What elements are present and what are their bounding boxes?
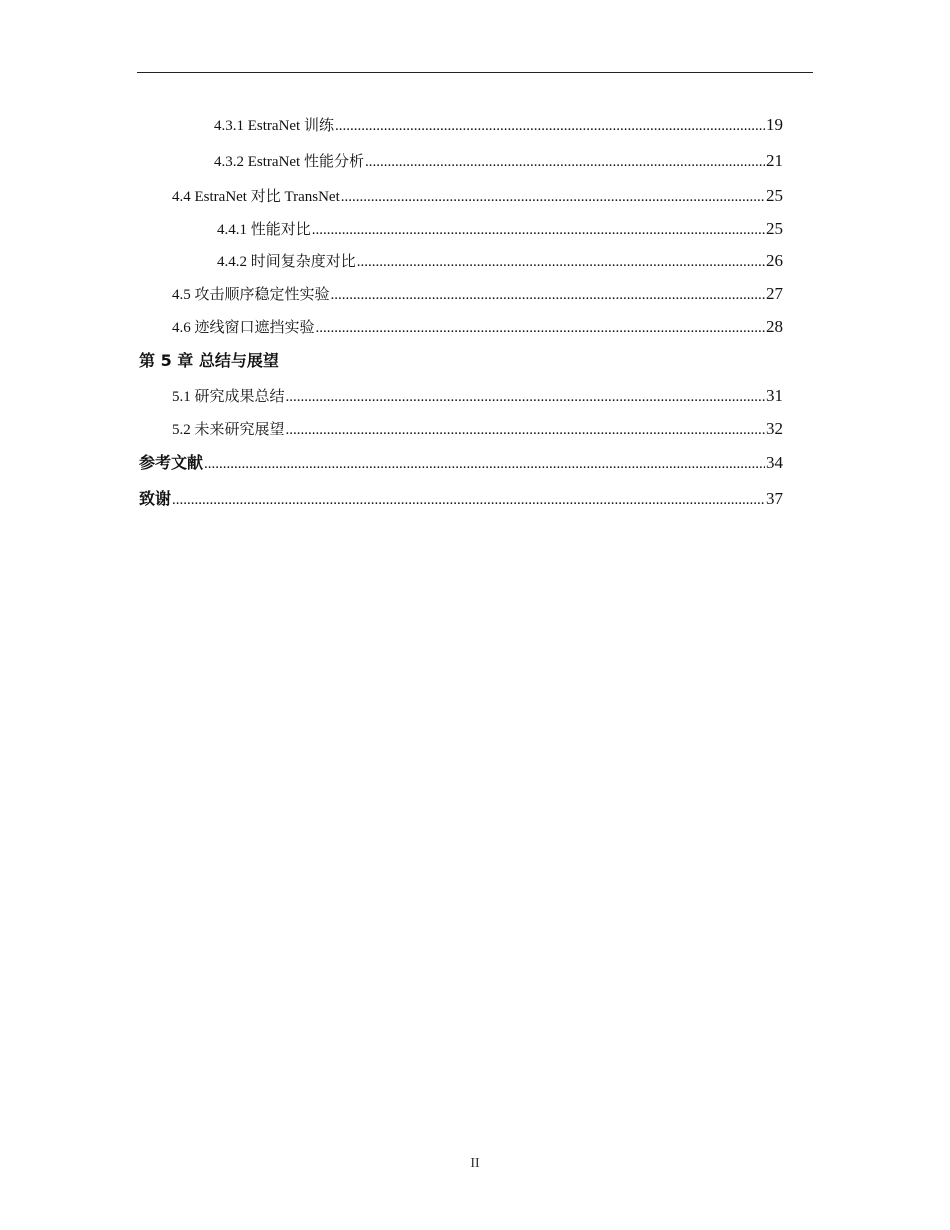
toc-leader-dots	[316, 318, 765, 338]
toc-entry-label: 5.2 未来研究展望	[172, 422, 285, 438]
toc-leader-dots	[365, 152, 765, 172]
toc-entry-page: 37	[766, 489, 783, 508]
toc-entry-page: 28	[766, 317, 783, 336]
toc-entry-page: 25	[766, 186, 783, 205]
toc-entry-label: 4.3.1 EstraNet 训练	[214, 118, 334, 134]
toc-leader-dots	[341, 187, 765, 207]
toc-entry-5-2[interactable]	[172, 419, 783, 440]
toc-chapter-5-heading[interactable]: 第 5 章 总结与展望	[139, 351, 279, 370]
page-number: II	[470, 1156, 480, 1171]
toc-entry-page: 21	[766, 151, 783, 170]
toc-entry-4-5[interactable]	[172, 284, 783, 305]
toc-entry-references[interactable]	[139, 453, 783, 474]
toc-entry-label: 4.3.2 EstraNet 性能分析	[214, 154, 364, 170]
toc-entry-label: 5.1 研究成果总结	[172, 389, 285, 405]
toc-entry-4-6[interactable]	[172, 317, 783, 338]
header-rule	[137, 72, 813, 73]
toc-entry-label: 致谢	[139, 489, 172, 508]
toc-entry-label: 4.4 EstraNet 对比 TransNet	[172, 189, 340, 205]
toc-entry-page: 27	[766, 284, 783, 303]
toc-entry-4-4-2[interactable]	[217, 251, 783, 272]
toc-entry-label: 4.6 迹线窗口遮挡实验	[172, 320, 315, 336]
toc-entry-5-1[interactable]	[172, 386, 783, 407]
toc-entry-acknowledgements[interactable]	[139, 489, 783, 510]
toc-entry-page: 32	[766, 419, 783, 438]
toc-leader-dots	[172, 490, 765, 510]
toc-leader-dots	[335, 116, 765, 136]
toc-leader-dots	[331, 285, 765, 305]
toc-entry-4-3-1[interactable]	[214, 115, 783, 136]
toc-entry-4-4[interactable]	[172, 186, 783, 207]
toc-entry-page: 31	[766, 386, 783, 405]
toc-entry-4-4-1[interactable]	[217, 219, 783, 240]
toc-leader-dots	[357, 252, 765, 272]
toc-entry-page: 26	[766, 251, 783, 270]
toc-leader-dots	[286, 387, 765, 407]
toc-leader-dots	[204, 454, 765, 474]
toc-leader-dots	[312, 220, 765, 240]
toc-entry-4-3-2[interactable]	[214, 151, 783, 172]
toc-entry-label: 4.5 攻击顺序稳定性实验	[172, 287, 330, 303]
toc-entry-page: 19	[766, 115, 783, 134]
toc-entry-label: 4.4.2 时间复杂度对比	[217, 254, 356, 270]
toc-entry-label: 4.4.1 性能对比	[217, 222, 311, 238]
toc-entry-page: 25	[766, 219, 783, 238]
toc-leader-dots	[286, 420, 765, 440]
toc-entry-page: 34	[766, 453, 783, 472]
toc-entry-label: 参考文献	[139, 453, 204, 472]
